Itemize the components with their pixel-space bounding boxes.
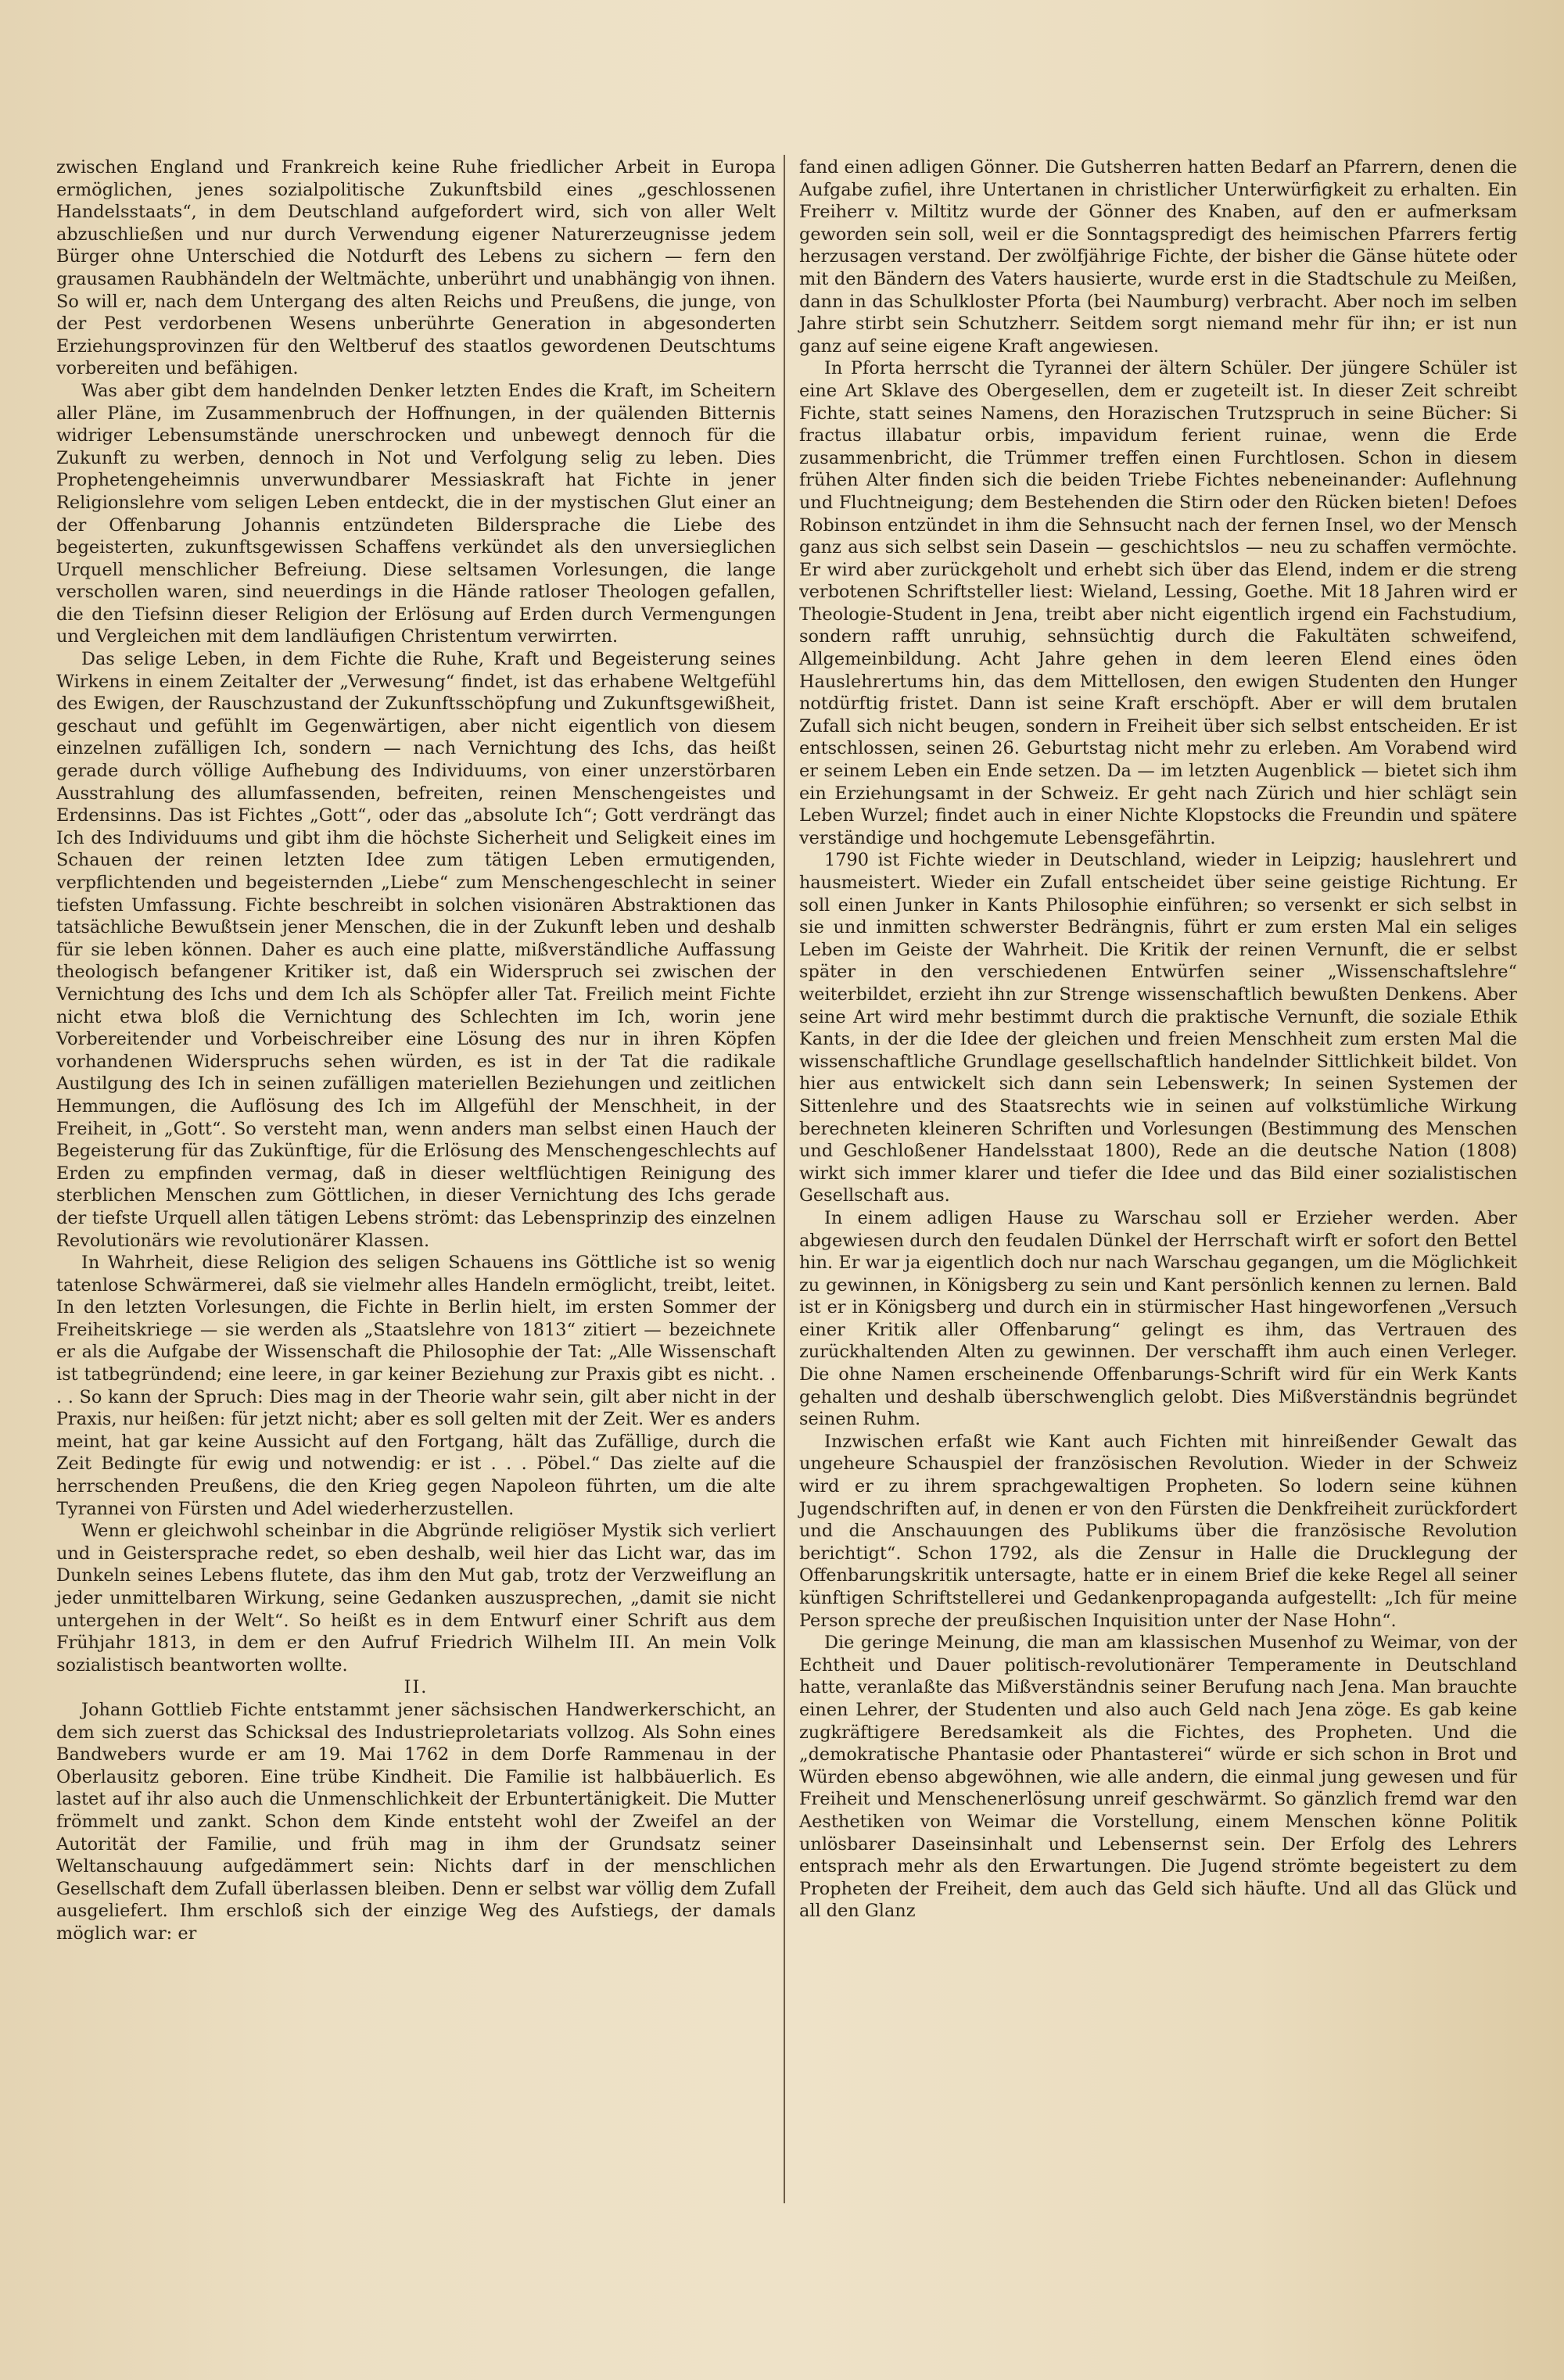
paragraph: Wenn er gleichwohl scheinbar in die Abgründe religiöser Mystik sich verliert und in Geistersprache redet, so eben deshalb, weil hier das Licht war, das im Dunkeln seines Lebens flutete, das ihm den Mut gab, trotz der Verzweiflung an jeder unmittelbaren Wirkung, seine Gedanken auszusprechen, „damit sie nicht untergehen in der Welt“. So heißt es in dem Entwurf einer Schrift aus dem Frühjahr 1813, in dem er den Aufruf Friedrich Wilhelm III. An mein Volk sozialistisch beantworten wollte. [56, 1521, 776, 1676]
column-divider [784, 155, 785, 2203]
paragraph: In einem adligen Hause zu Warschau soll er Erzieher werden. Aber abgewiesen durch den feudalen Dünkel der Herrschaft wirft er sofort den Bettel hin. Er war ja eigentlich doch nur nach Warschau gegangen, um die Möglichkeit zu gewinnen, in Königsberg zu sein und Kant persönlich kennen zu lernen. Bald ist er in Königsberg und durch ein in stürmischer Hast hingeworfenen „Versuch einer Kritik aller Offenbarung“ gelingt es ihm, das Vertrauen des zurückhaltenden Alten zu gewinnen. Der verschafft ihm auch einen Verleger. Die ohne Namen erscheinende Offenbarungs-Schrift wird für ein Werk Kants gehalten und deshalb überschwenglich gelobt. Dies Mißverständnis begründet seinen Ruhm. [799, 1207, 1517, 1430]
paragraph: In Wahrheit, diese Religion des seligen Schauens ins Göttliche ist so wenig tatenlose Schwärmerei, daß sie vielmehr alles Handeln ermöglicht, treibt, leitet. In den letzten Vorlesungen, die Fichte in Berlin hielt, im ersten Sommer der Freiheitskriege — sie werden als „Staatslehre von 1813“ zitiert — bezeichnete er als die Aufgabe der Wissenschaft die Philosophie der Tat: „Alle Wissenschaft ist tatbegründend; eine leere, in gar keiner Beziehung zur Praxis gibt es nicht. . . . So kann der Spruch: Dies mag in der Theorie wahr sein, gilt aber nicht in der Praxis, nur heißen: für jetzt nicht; aber es soll gelten mit der Zeit. Wer es anders meint, hat gar keine Aussicht auf den Fortgang, hält das Zufällige, durch die Zeit Bedingte für ewig und notwendig: er ist . . . Pöbel.“ Das zielte auf die herrschenden Preußens, die den Krieg gegen Napoleon führten, um die alte Tyrannei von Fürsten und Adel wiederherzustellen. [56, 1253, 776, 1519]
paragraph: Die geringe Meinung, die man am klassischen Musenhof zu Weimar, von der Echtheit und Dauer politisch-revolutionärer Temperamente in Deutschland hatte, veranlaßte das Mißverständnis seiner Berufung nach Jena. Man brauchte einen Lehrer, der Studenten und also auch Geld nach Jena zöge. Es gab keine zugkräftigere Beredsamkeit als die Fichtes, des Propheten. Und die „demokratische Phantasie oder Phantasterei“ würde er sich schon in Brot und Würden ebenso abgewöhnen, wie alle andern, die einmal jung gewesen und für Freiheit und Menschenerlösung unreif geschwärmt. So gänzlich fremd war den Aesthetiken von Weimar die Vorstellung, einem Menschen könne Politik unlösbarer Daseinsinhalt und Lebensernst sein. Der Erfolg des Lehrers entsprach mehr als den Erwartungen. Die Jugend strömte begeistert zu dem Propheten der Freiheit, dem auch das Geld sich häufte. Und all das Glück und all den Glanz [799, 1633, 1517, 1922]
paragraph: In Pforta herrscht die Tyrannei der ältern Schüler. Der jüngere Schüler ist eine Art Sklave des Obergesellen, dem er zugeteilt ist. In dieser Zeit schreibt Fichte, statt seines Namens, den Horazischen Trutzspruch in seine Bücher: Si fractus illabatur orbis, impavidum ferient ruinae, wenn die Erde zusammenbricht, die Trümmer treffen einen Furchtlosen. Schon in diesem frühen Alter finden sich die beiden Triebe Fichtes nebeneinander: Auflehnung und Fluchtneigung; dem Bestehenden die Stirn oder den Rücken bieten! Defoes Robinson entzündet in ihm die Sehnsucht nach der fernen Insel, wo der Mensch ganz aus sich selbst sein Dasein — geschichtslos — neu zu schaffen vermöchte. Er wird aber zurückgeholt und erhebt sich über das Elend, indem er die streng verbotenen Schriftsteller liest: Wieland, Lessing, Goethe. Mit 18 Jahren wird er Theologie-Student in Jena, treibt aber nicht eigentlich irgend ein Fachstudium, sondern rafft unruhig, sehnsüchtig durch die Fakultäten schweifend, Allgemeinbildung. Acht Jahre gehen in dem leeren Elend eines öden Hauslehrertums hin, das dem Mittellosen, den ewigen Studenten den Hunger notdürftig fristet. Dann ist seine Kraft erschöpft. Aber er will dem brutalen Zufall sich nicht beugen, sondern in Freiheit über sich selbst entscheiden. Er ist entschlossen, seinen 26. Geburtstag nicht mehr zu erleben. Am Vorabend wird er seinem Leben ein Ende setzen. Da — im letzten Augenblick — bietet sich ihm ein Erziehungsamt in der Schweiz. Er geht nach Zürich und hier schlägt sein Leben Wurzel; findet auch in einer Nichte Klopstocks die Freundin und spätere verständige und hochgemute Lebensgefährtin. [799, 358, 1517, 848]
paragraph: 1790 ist Fichte wieder in Deutschland, wieder in Leipzig; hauslehrert und hausmeistert. Wieder ein Zufall entscheidet über seine geistige Richtung. Er soll einen Junker in Kants Philosophie einführen; so versenkt er sich selbst in sie und inmitten schwerster Bedrängnis, führt er zum ersten Mal ein seliges Leben im Geiste der Wahrheit. Die Kritik der reinen Vernunft, die er selbst später in den verschiedenen Entwürfen seiner „Wissenschaftslehre“ weiterbildet, erzieht ihn zur Strenge wissenschaftlich bewußten Denkens. Aber seine Art wird mehr bestimmt durch die praktische Vernunft, die soziale Ethik Kants, in der die Idee der gleichen und freien Menschheit zum ersten Mal die wissenschaftliche Grundlage gesellschaftlich handelnder Sittlichkeit bildet. Von hier aus entwickelt sich dann sein Lebenswerk; In seinen Systemen der Sittenlehre und des Staatsrechts wie in seinen auf volkstümliche Wirkung berechneten kleineren Schriften und Vorlesungen (Bestimmung des Menschen und Geschloßener Handelsstaat 1800), Rede an die deutsche Nation (1808) wirkt sich immer klarer und tiefer die Idee und das Bild einer sozialistischen Gesellschaft aus. [799, 850, 1517, 1206]
right-column [799, 156, 1517, 1923]
paragraph: Das selige Leben, in dem Fichte die Ruhe, Kraft und Begeisterung seines Wirkens in einem Zeitalter der „Verwesung“ findet, ist das erhabene Weltgefühl des Ewigen, der Rauschzustand der Zukunftsschöpfung und Zukunftsgewißheit, geschaut und gefühlt im Gegenwärtigen, aber nicht eigentlich von diesem einzelnen zufälligen Ich, sondern — nach Vernichtung des Ichs, das heißt gerade durch völlige Aufhebung des Individuums, von einer unzerstörbaren Ausstrahlung des allumfassenden, befreiten, reinen Menschengeistes und Erdensinns. Das ist Fichtes „Gott“, oder das „absolute Ich“; Gott verdrängt das Ich des Individuums und gibt ihm die höchste Sicherheit und Seligkeit eines im Schauen der reinen letzten Idee zum tätigen Leben ermutigenden, verpflichtenden und begeisternden „Liebe“ zum Menschengeschlecht in seiner tiefsten Umfassung. Fichte beschreibt in solchen visionären Abstraktionen das tatsächliche Bewußtsein jener Menschen, die in der Zukunft leben und deshalb für sie leben können. Daher es auch eine platte, mißverständliche Auffassung theologisch befangener Kritiker ist, daß ein Widerspruch sei zwischen der Vernichtung des Ichs und dem Ich als Schöpfer aller Tat. Freilich meint Fichte nicht etwa bloß die Vernichtung des Schlechten im Ich, worin jene Vorbereitender und Vorbeischreiber eine Lösung des nur in ihren Köpfen vorhandenen Widerspruchs sehen würden, es ist in der Tat die radikale Austilgung des Ich in seinen zufälligen materiellen Beziehungen und zeitlichen Hemmungen, die Auflösung des Ich im Allgefühl der Menschheit, in der Freiheit, in „Gott“. So versteht man, wenn anders man selbst einen Hauch der Begeisterung für das Zukünftige, für die Erlösung des Menschengeschlechts auf Erden zu empfinden vermag, daß in dieser weltflüchtigen Reinigung des sterblichen Menschen zum Göttlichen, in dieser Vernichtung des Ichs gerade der tiefste Urquell allen tätigen Lebens strömt: das Lebensprinzip des einzelnen Revolutionärs wie revolutionärer Klassen. [56, 649, 776, 1251]
left-column [56, 156, 776, 1945]
paragraph: Inzwischen erfaßt wie Kant auch Fichten mit hinreißender Gewalt das ungeheure Schauspiel der französischen Revolution. Wieder in der Schweiz wird er zu ihrem sprachgewaltigen Propheten. So lodern seine kühnen Jugendschriften auf, in denen er von den Fürsten die Denkfreiheit zurückfordert und die Anschauungen des Publikums über die französische Revolution berichtigt“. Schon 1792, als die Zensur in Halle die Drucklegung der Offenbarungskritik untersagte, hatte er in einem Brief die keke Regel all seiner künftigen Schriftstellerei und Gedankenpropaganda aufgestellt: „Ich für meine Person spreche der preußischen Inquisition unter der Nase Hohn“. [799, 1431, 1517, 1631]
paragraph: zwischen England und Frankreich keine Ruhe friedlicher Arbeit in Europa ermöglichen, jenes sozialpolitische Zukunftsbild eines „geschlossenen Handelsstaats“, in dem Deutschland aufgefordert wird, sich von aller Welt abzuschließen und nur durch Verwendung eigener Naturerzeugnisse jedem Bürger ohne Unterschied die Notdurft des Lebens zu sichern — fern den grausamen Raubhändeln der Weltmächte, unberührt und unabhängig von ihnen. So will er, nach dem Untergang des alten Reichs und Preußens, die junge, von der Pest verdorbenen Wesens unberührte Generation in abgesonderten Erziehungsprovinzen für den Weltberuf des staatlos gewordenen Deutschtums vorbereiten und befähigen. [56, 157, 776, 379]
paragraph: fand einen adligen Gönner. Die Gutsherren hatten Bedarf an Pfarrern, denen die Aufgabe zufiel, ihre Untertanen in christlicher Unterwürfigkeit zu erhalten. Ein Freiherr v. Miltitz wurde der Gönner des Knaben, auf den er aufmerksam geworden sein soll, weil er die Sonntagspredigt des heimischen Pfarrers fertig herzusagen verstand. Der zwölfjährige Fichte, der bisher die Gänse hütete oder mit den Bändern des Vaters hausierte, wurde erst in die Stadtschule zu Meißen, dann in das Schulkloster Pforta (bei Naumburg) verbracht. Aber noch im selben Jahre stirbt sein Schutzherr. Seitdem sorgt niemand mehr für ihn; er ist nun ganz auf seine eigene Kraft angewiesen. [799, 157, 1517, 357]
section-heading: II. [404, 1677, 429, 1698]
paragraph: Johann Gottlieb Fichte entstammt jener sächsischen Handwerkerschicht, an dem sich zuerst das Schicksal des Industrieproletariats vollzog. Als Sohn eines Bandwebers wurde er am 19. Mai 1762 in dem Dorfe Rammenau in der Oberlausitz geboren. Eine trübe Kindheit. Die Familie ist halbbäuerlich. Es lastet auf ihr also auch die Unmenschlichkeit der Erbuntertänigkeit. Die Mutter frömmelt und zankt. Schon dem Kinde entsteht wohl der Zweifel an der Autorität der Familie, und früh mag in ihm der Grundsatz seiner Weltanschauung aufgedämmert sein: Nichts darf in der menschlichen Gesellschaft dem Zufall überlassen bleiben. Denn er selbst war völlig dem Zufall ausgeliefert. Ihm erschloß sich der einzige Weg des Aufstiegs, der damals möglich war: er [56, 1699, 776, 1944]
paragraph: Was aber gibt dem handelnden Denker letzten Endes die Kraft, im Scheitern aller Pläne, im Zusammenbruch der Hoffnungen, in der quälenden Bitternis widriger Lebensumstände unerschrocken und unbewegt dennoch für die Zukunft zu werben, dennoch in Not und Verfolgung selig zu leben. Dies Prophetengeheimnis unverwundbarer Messiaskraft hat Fichte in jener Religionslehre vom seligen Leben entdeckt, die in der mystischen Glut einer an der Offenbarung Johannis entzündeten Bildersprache die Liebe des begeisterten, zukunftsgewissen Schaffens verkündet als den unversieglichen Urquell menschlicher Befreiung. Diese seltsamen Vorlesungen, die lange verschollen waren, sind neuerdings in die Hände ratloser Theologen gefallen, die den Tiefsinn dieser Religion der Erlösung auf Erden durch Vermengungen und Vergleichen mit dem landläufigen Christentum verwirrten. [56, 380, 776, 647]
